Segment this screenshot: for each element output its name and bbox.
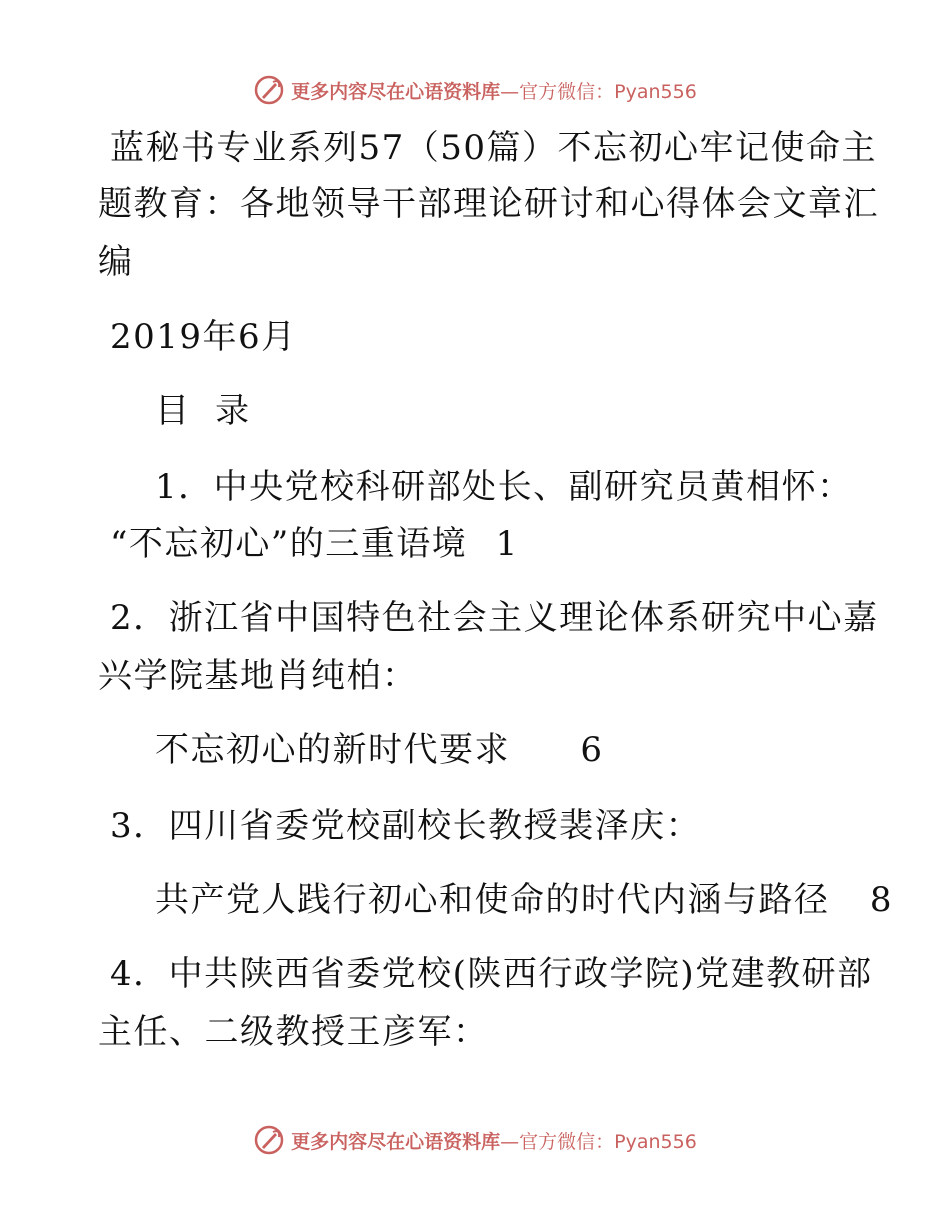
quill-pen-circle-icon bbox=[253, 74, 285, 106]
watermark-text: 更多内容尽在心语资料库 bbox=[291, 1130, 501, 1153]
title-line-2: 题教育：各地领导干部理论研讨和心得体会文章汇 bbox=[98, 184, 879, 224]
toc-item-1-line-1: 1．中央党校科研部处长、副研究员黄相怀： bbox=[155, 467, 853, 507]
toc-item-3-line-1: 3．四川省委党校副校长教授裴泽庆： bbox=[110, 806, 702, 846]
toc-item-3-line-2 bbox=[155, 880, 893, 920]
toc-item-1-line-2 bbox=[110, 524, 519, 564]
toc-item-2-line-1: 2．浙江省中国特色社会主义理论体系研究中心嘉 bbox=[110, 598, 879, 638]
toc-item-4-line-1: 4．中共陕西省委党校(陕西行政学院)党建教研部 bbox=[110, 954, 873, 994]
toc-item-1-page: 1 bbox=[495, 524, 519, 564]
toc-item-3-page: 8 bbox=[869, 880, 893, 920]
toc-item-1-title: “不忘初心”的三重语境 bbox=[110, 524, 468, 564]
watermark-text: 更多内容尽在心语资料库 bbox=[291, 80, 501, 103]
quill-pen-circle-icon bbox=[253, 1124, 285, 1156]
watermark-wechat: —官方微信：Pyan556 bbox=[500, 1130, 697, 1153]
toc-item-2-page: 6 bbox=[580, 730, 604, 770]
toc-item-3-title: 共产党人践行初心和使命的时代内涵与路径 bbox=[155, 880, 830, 920]
toc-item-2-title: 不忘初心的新时代要求 bbox=[155, 730, 510, 770]
toc-heading: 目 录 bbox=[155, 391, 251, 431]
date: 2019年6月 bbox=[110, 317, 297, 357]
footer-watermark bbox=[0, 1120, 950, 1160]
title-line-1: 蓝秘书专业系列57（50篇）不忘初心牢记使命主 bbox=[110, 128, 878, 168]
title-line-3: 编 bbox=[98, 242, 134, 282]
toc-item-2-line-2: 兴学院基地肖纯柏： bbox=[98, 656, 418, 696]
toc-item-2-line-3 bbox=[155, 730, 603, 770]
watermark-wechat: —官方微信：Pyan556 bbox=[500, 80, 697, 103]
toc-item-4-line-2: 主任、二级教授王彦军： bbox=[98, 1012, 489, 1052]
header-watermark bbox=[0, 70, 950, 110]
